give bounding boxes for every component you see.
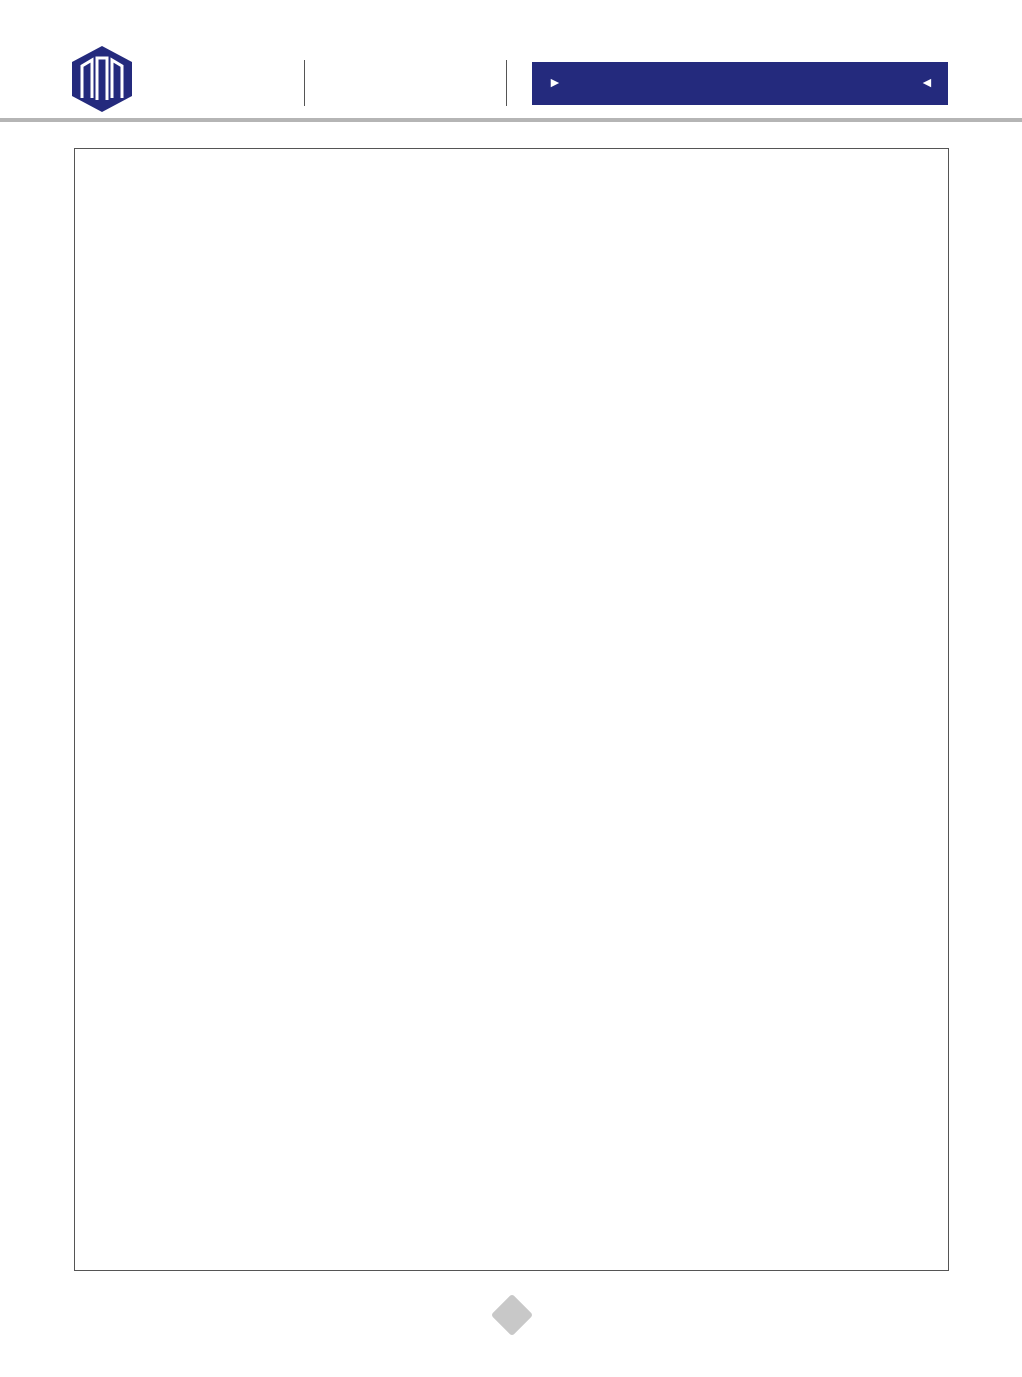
triangle-left-icon: ◄: [920, 74, 934, 90]
page-header: [0, 0, 1022, 120]
divider: [506, 60, 507, 106]
divider: [304, 60, 305, 106]
triangle-right-icon: ►: [548, 74, 562, 90]
header-rule: [0, 118, 1022, 122]
title-banner: [532, 62, 948, 105]
company-logo-icon: [70, 44, 134, 112]
profile-grid: [74, 148, 949, 1271]
page-number-badge: [491, 1294, 533, 1336]
